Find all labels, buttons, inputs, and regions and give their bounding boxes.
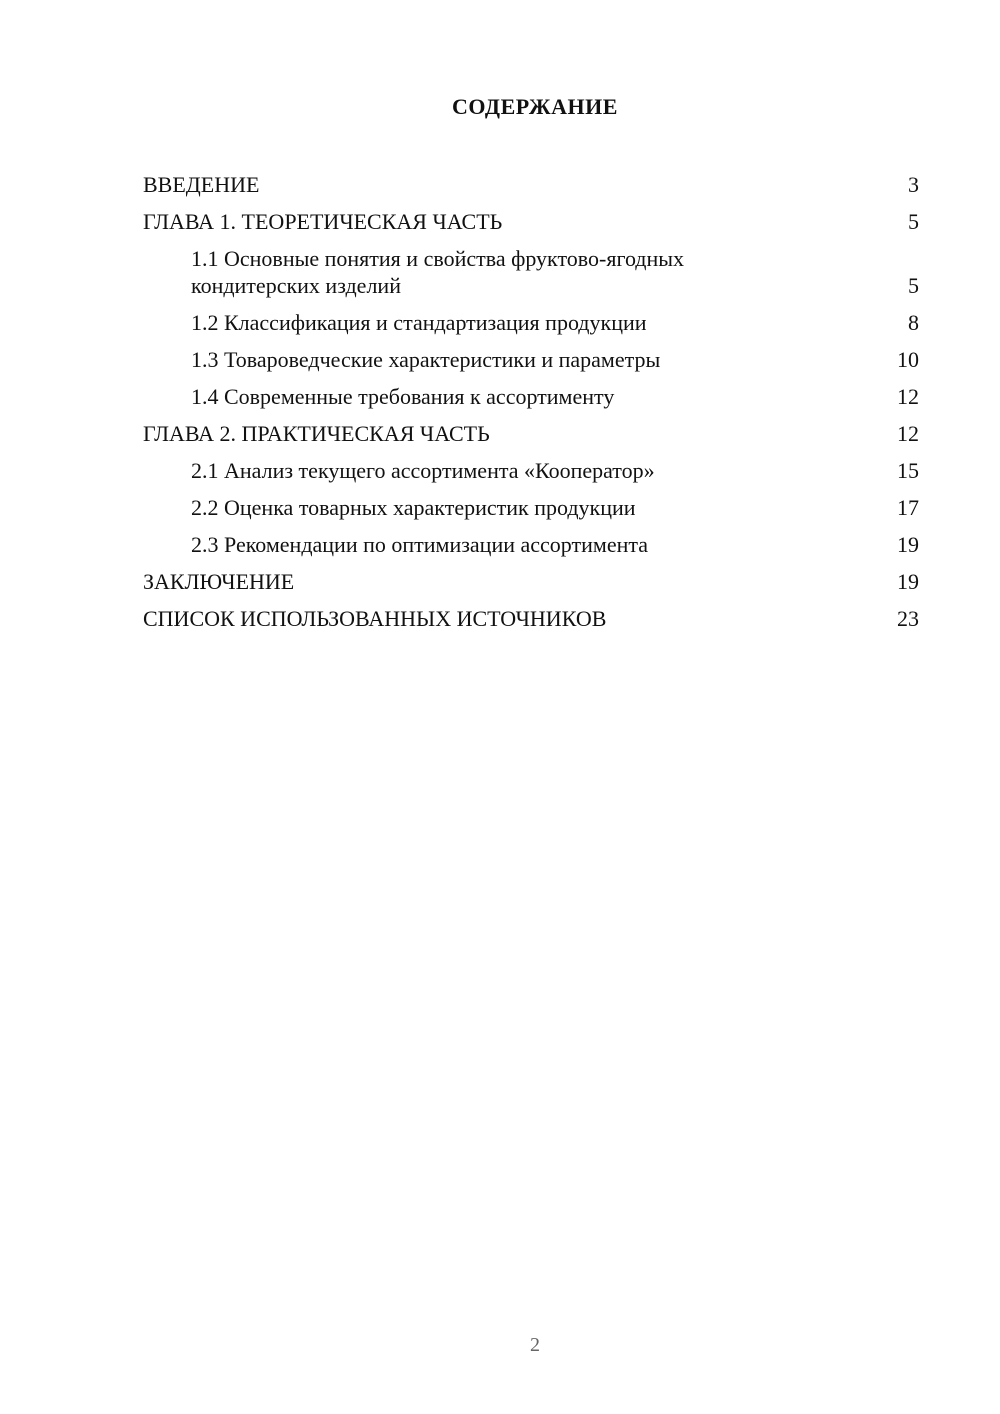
toc-entry-label: 2.3 Рекомендации по оптимизации ассортимента (191, 532, 649, 557)
toc-entry-page: 15 (897, 458, 919, 483)
toc-entry-label: ЗАКЛЮЧЕНИЕ (143, 569, 295, 594)
toc-entry-page: 5 (908, 273, 919, 298)
toc-entry-references (143, 600, 919, 637)
toc-entry-page: 12 (897, 421, 919, 446)
toc-entry-label: ВВЕДЕНИЕ (143, 172, 260, 197)
toc-entry-label: 1.3 Товароведческие характеристики и параметры (191, 347, 661, 372)
toc-entry-label: ГЛАВА 1. ТЕОРЕТИЧЕСКАЯ ЧАСТЬ (143, 209, 503, 234)
toc-entry-label: 1.2 Классификация и стандартизация продукции (191, 310, 647, 335)
toc-entry-section-2-2 (143, 489, 919, 526)
toc-entry-label: СПИСОК ИСПОЛЬЗОВАННЫХ ИСТОЧНИКОВ (143, 606, 607, 631)
toc-entry-chapter-1 (143, 203, 919, 240)
toc-entry-page: 12 (897, 384, 919, 409)
toc-entry-section-2-3 (143, 526, 919, 563)
toc-entry-page: 5 (908, 209, 919, 234)
toc-entry-introduction (143, 166, 919, 203)
toc-entry-label: 2.2 Оценка товарных характеристик продукции (191, 495, 636, 520)
toc-entry-section-1-3 (143, 341, 919, 378)
toc-entry-page: 10 (897, 347, 919, 372)
toc-entry-page: 19 (897, 569, 919, 594)
toc-entry-page: 17 (897, 495, 919, 520)
toc-entry-label: 1.1 Основные понятия и свойства фруктово-ягодных кондитерских изделий (191, 246, 685, 298)
toc-heading: СОДЕРЖАНИЕ (452, 94, 618, 119)
toc-entry-label: 1.4 Современные требования к ассортименту (191, 384, 615, 409)
toc-entry-label: 2.1 Анализ текущего ассортимента «Кооператор» (191, 458, 655, 483)
toc-entry-section-2-1 (143, 452, 919, 489)
toc-entry-conclusion (143, 563, 919, 600)
page-number: 2 (530, 1334, 540, 1356)
toc-entry-section-1-2 (143, 304, 919, 341)
toc-entry-page: 19 (897, 532, 919, 557)
toc-entry-section-1-1 (143, 240, 919, 304)
toc-entry-chapter-2 (143, 415, 919, 452)
toc-entry-label: ГЛАВА 2. ПРАКТИЧЕСКАЯ ЧАСТЬ (143, 421, 490, 446)
toc-entry-page: 3 (908, 172, 919, 197)
table-of-contents (143, 166, 919, 637)
toc-entry-section-1-4 (143, 378, 919, 415)
toc-entry-page: 23 (897, 606, 919, 631)
toc-entry-page: 8 (908, 310, 919, 335)
